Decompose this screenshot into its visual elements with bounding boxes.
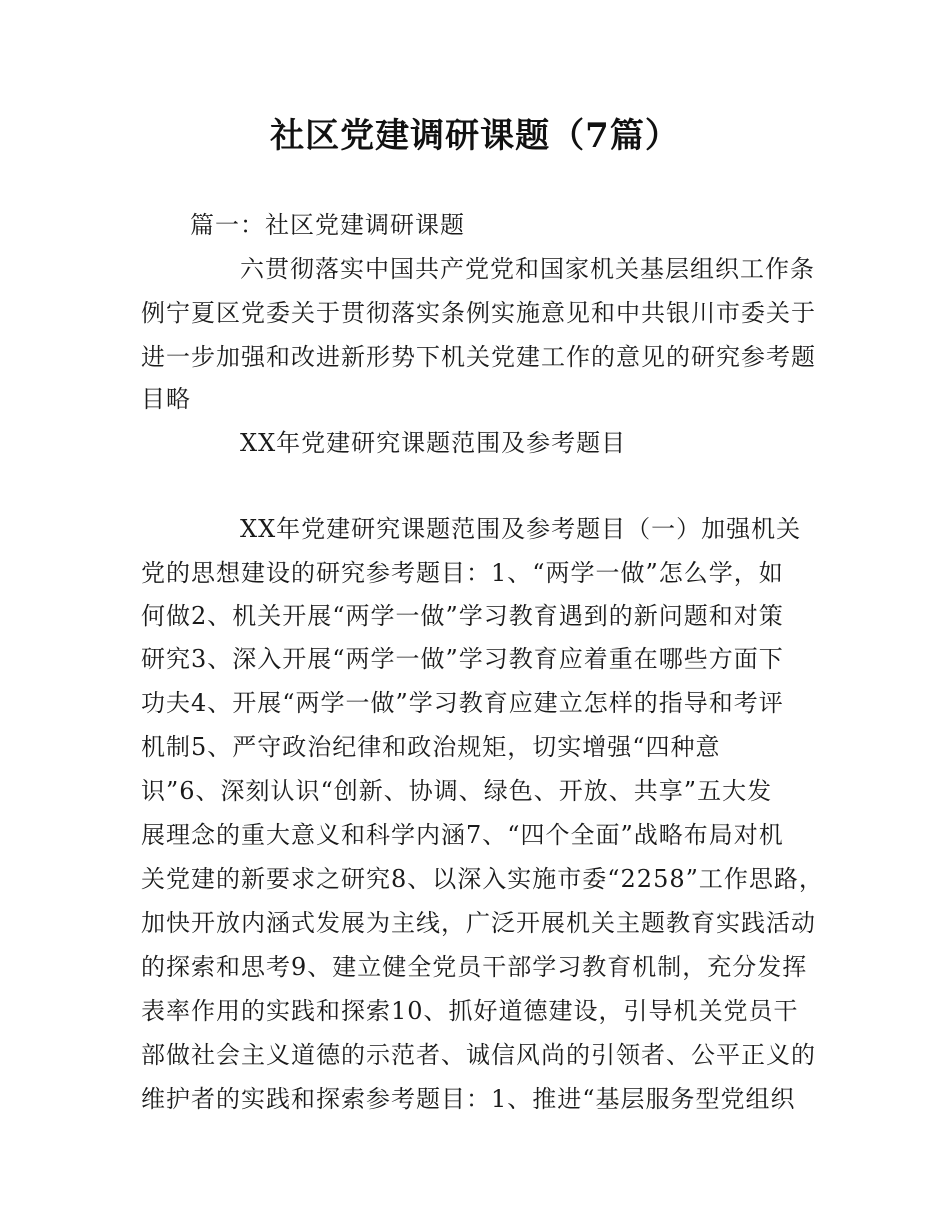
paragraph-line: 维护者的实践和探索参考题目：1、推进“基层服务型党组织 bbox=[141, 1085, 796, 1113]
paragraph-line: 何做2、机关开展“两学一做”学习教育遇到的新问题和对策 bbox=[141, 602, 784, 630]
paragraph-line: 例宁夏区党委关于贯彻落实条例实施意见和中共银川市委关于 bbox=[141, 299, 816, 327]
paragraph-line: 党的思想建设的研究参考题目：1、“两学一做”怎么学，如 bbox=[141, 559, 784, 587]
section-heading: 篇一：社区党建调研课题 bbox=[190, 211, 465, 239]
paragraph-line: 表率作用的实践和探索10、抓好道德建设，引导机关党员干 bbox=[141, 997, 799, 1025]
paragraph-line: 研究3、深入开展“两学一做”学习教育应着重在哪些方面下 bbox=[141, 645, 784, 673]
paragraph-line: 识”6、深刻认识“创新、协调、绿色、开放、共享”五大发 bbox=[141, 777, 773, 805]
document-title: 社区党建调研课题（7篇） bbox=[270, 116, 680, 156]
subheading: XX年党建研究课题范围及参考题目 bbox=[240, 429, 627, 457]
paragraph-line: 机制5、严守政治纪律和政治规矩，切实增强“四种意 bbox=[141, 733, 721, 761]
paragraph-line: 的探索和思考9、建立健全党员干部学习教育机制，充分发挥 bbox=[141, 953, 808, 981]
paragraph-line: 关党建的新要求之研究8、以深入实施市委“2258”工作思路， bbox=[141, 865, 824, 893]
paragraph-line: 展理念的重大意义和科学内涵7、“四个全面”战略布局对机 bbox=[141, 821, 784, 849]
paragraph-line: 部做社会主义道德的示范者、诚信风尚的引领者、公平正义的 bbox=[141, 1041, 816, 1069]
paragraph-line: 目略 bbox=[141, 385, 191, 413]
paragraph-line: 六贯彻落实中国共产党党和国家机关基层组织工作条 bbox=[240, 255, 815, 283]
paragraph-line: 功夫4、开展“两学一做”学习教育应建立怎样的指导和考评 bbox=[141, 689, 784, 717]
paragraph-line: XX年党建研究课题范围及参考题目（一）加强机关 bbox=[240, 515, 802, 543]
paragraph-line: 加快开放内涵式发展为主线，广泛开展机关主题教育实践活动 bbox=[141, 909, 816, 937]
paragraph-line: 进一步加强和改进新形势下机关党建工作的意见的研究参考题 bbox=[141, 343, 816, 371]
